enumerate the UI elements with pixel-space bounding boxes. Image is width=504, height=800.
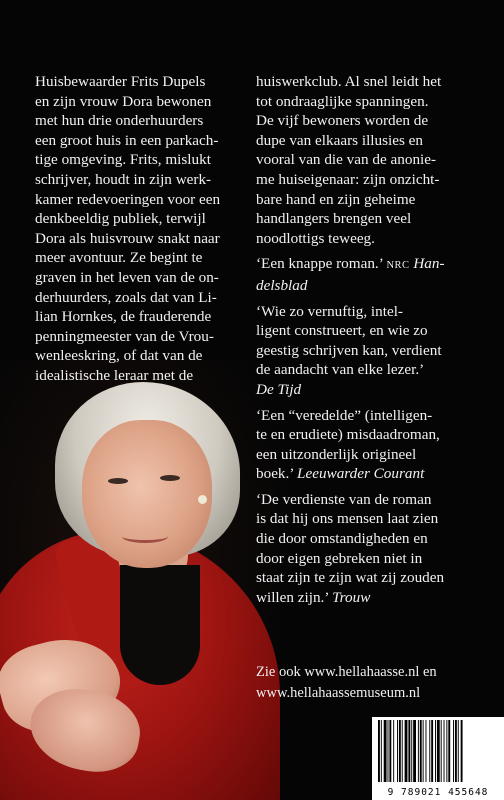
quote-source: Trouw [332, 588, 371, 606]
blurb-line: me huiseigenaar: zijn onzicht- [256, 170, 440, 188]
barcode-bar [458, 720, 459, 782]
blurb-left-column [35, 72, 255, 386]
quote-line: die door omstandigheden en [256, 530, 428, 548]
blurb-line: Dora als huisvrouw snakt naar [35, 229, 220, 247]
barcode-bar [405, 720, 408, 782]
barcode-bar [446, 720, 447, 782]
author-portrait [0, 360, 300, 800]
quote-source-prefix: NRC [386, 260, 410, 272]
quote-line: is dat hij ons mensen laat zien [256, 510, 439, 528]
quote-source: Leeuwarder Courant [297, 465, 425, 483]
blurb-line: handlangers brengen veel [256, 210, 412, 228]
blurb-line: schrijver, houdt in zijn werk- [35, 170, 212, 188]
blurb-line: wenleeskring, of dat van de [35, 347, 203, 365]
blurb-line: bare hand en zijn geheime [256, 190, 416, 208]
blurb-line: idealistische leraar met de [35, 366, 194, 384]
barcode-bar [453, 720, 454, 782]
barcode-bar [411, 720, 412, 782]
barcode-bar [429, 720, 430, 782]
blurb-line: dupe van elkaars illusies en [256, 131, 424, 149]
review-quote-de-tijd [256, 302, 481, 400]
isbn-barcode [372, 717, 504, 800]
barcode-bar [388, 720, 389, 782]
quote-source: Han- [413, 255, 445, 273]
blurb-line: huiswerkclub. Al snel leidt het [256, 73, 442, 90]
quote-line: de aandacht van elke lezer.’ [256, 361, 425, 379]
barcode-bar [389, 720, 391, 782]
quote-line: door eigen gebreken niet in [256, 549, 423, 567]
quote-line: geestig schrijven kan, verdient [256, 341, 442, 359]
barcode-bar [420, 720, 422, 782]
blurb-line: lian Hornkes, de frauderende [35, 308, 212, 326]
barcode-bar [448, 720, 450, 782]
blurb-line: denkbeeldig publiek, terwijl [35, 210, 206, 228]
barcode-bar [381, 720, 382, 782]
blurb-line: met hun drie onderhuurders [35, 112, 204, 130]
review-quote-trouw [256, 490, 481, 608]
blurb-line: derhuurders, zoals dat van Li- [35, 288, 217, 306]
blurb-continuation [256, 72, 481, 111]
quote-line: een uitzonderlijk origineel [256, 445, 417, 463]
blurb-line: De vijf bewoners worden de [256, 112, 429, 130]
blurb-line: een groot huis in een parkach- [35, 131, 219, 149]
barcode-bar [435, 720, 436, 782]
barcode-bars [376, 720, 500, 782]
barcode-bar [423, 720, 424, 782]
isbn-digits: 9 789021 455648 [387, 787, 489, 798]
blurb-line: tige omgeving. Frits, mislukt [35, 151, 211, 169]
barcode-bar [384, 720, 387, 782]
review-quote-nrc [256, 254, 481, 295]
quote-line: te en erudiete) misdaadroman, [256, 426, 440, 444]
quote-source: delsblad [256, 276, 308, 294]
quote-line: ‘De verdienste van de roman [256, 490, 432, 508]
quote-source: De Tijd [256, 380, 302, 398]
barcode-bar [437, 720, 440, 782]
barcode-bar [402, 720, 403, 782]
blurb-line: en zijn vrouw Dora bewonen [35, 92, 212, 110]
quote-line: boek.’ [256, 465, 294, 483]
barcode-bar [455, 720, 457, 782]
barcode-bar [397, 720, 398, 782]
black-shirt [120, 565, 200, 685]
barcode-bar [378, 720, 380, 782]
barcode-bar [431, 720, 433, 782]
blurb-line: kamer redevoeringen voor een [35, 190, 221, 208]
pearl-earring [198, 495, 207, 504]
quote-line: ligent construeert, en wie zo [256, 322, 428, 340]
blurb-paragraph-right [256, 111, 481, 248]
quote-line: willen zijn.’ [256, 588, 329, 606]
smile [122, 530, 168, 543]
barcode-bar [426, 720, 427, 782]
website-links [256, 662, 496, 704]
barcode-bar [408, 720, 410, 782]
face [82, 420, 212, 568]
barcode-bar [441, 720, 442, 782]
quote-line: ‘Wie zo vernuftig, intel- [256, 302, 403, 320]
blurb-line: meer avontuur. Ze begint te [35, 249, 203, 267]
blurb-right-column [256, 72, 481, 607]
blurb-line: noodlottigs teweeg. [256, 229, 375, 247]
barcode-bar [393, 720, 394, 782]
barcode-bar [418, 720, 419, 782]
barcode-bar [413, 720, 416, 782]
blurb-line: penningmeester van de Vrou- [35, 327, 214, 345]
quote-line: staat zijn te zijn wat zij zouden [256, 569, 445, 587]
blurb-line: tot ondraaglijke spanningen. [256, 92, 429, 110]
barcode-bar [444, 720, 445, 782]
review-quote-leeuwarder [256, 406, 481, 484]
website-link-line-2[interactable]: www.hellahaassemuseum.nl [256, 685, 421, 701]
blurb-line: vooral van die van de anonie- [256, 151, 437, 169]
right-eye [160, 475, 180, 481]
website-link-line-1[interactable]: Zie ook www.hellahaasse.nl en [256, 664, 437, 680]
quote-line: ‘Een “veredelde” (intelligen- [256, 406, 433, 424]
quote-text: ‘Een knappe roman.’ [256, 255, 383, 273]
left-eye [108, 478, 128, 484]
barcode-bar [399, 720, 401, 782]
barcode-bar [461, 720, 463, 782]
blurb-line: Huisbewaarder Frits Dupels [35, 73, 206, 90]
blurb-paragraph-left [35, 72, 255, 386]
blurb-line: graven in het leven van de on- [35, 268, 219, 286]
